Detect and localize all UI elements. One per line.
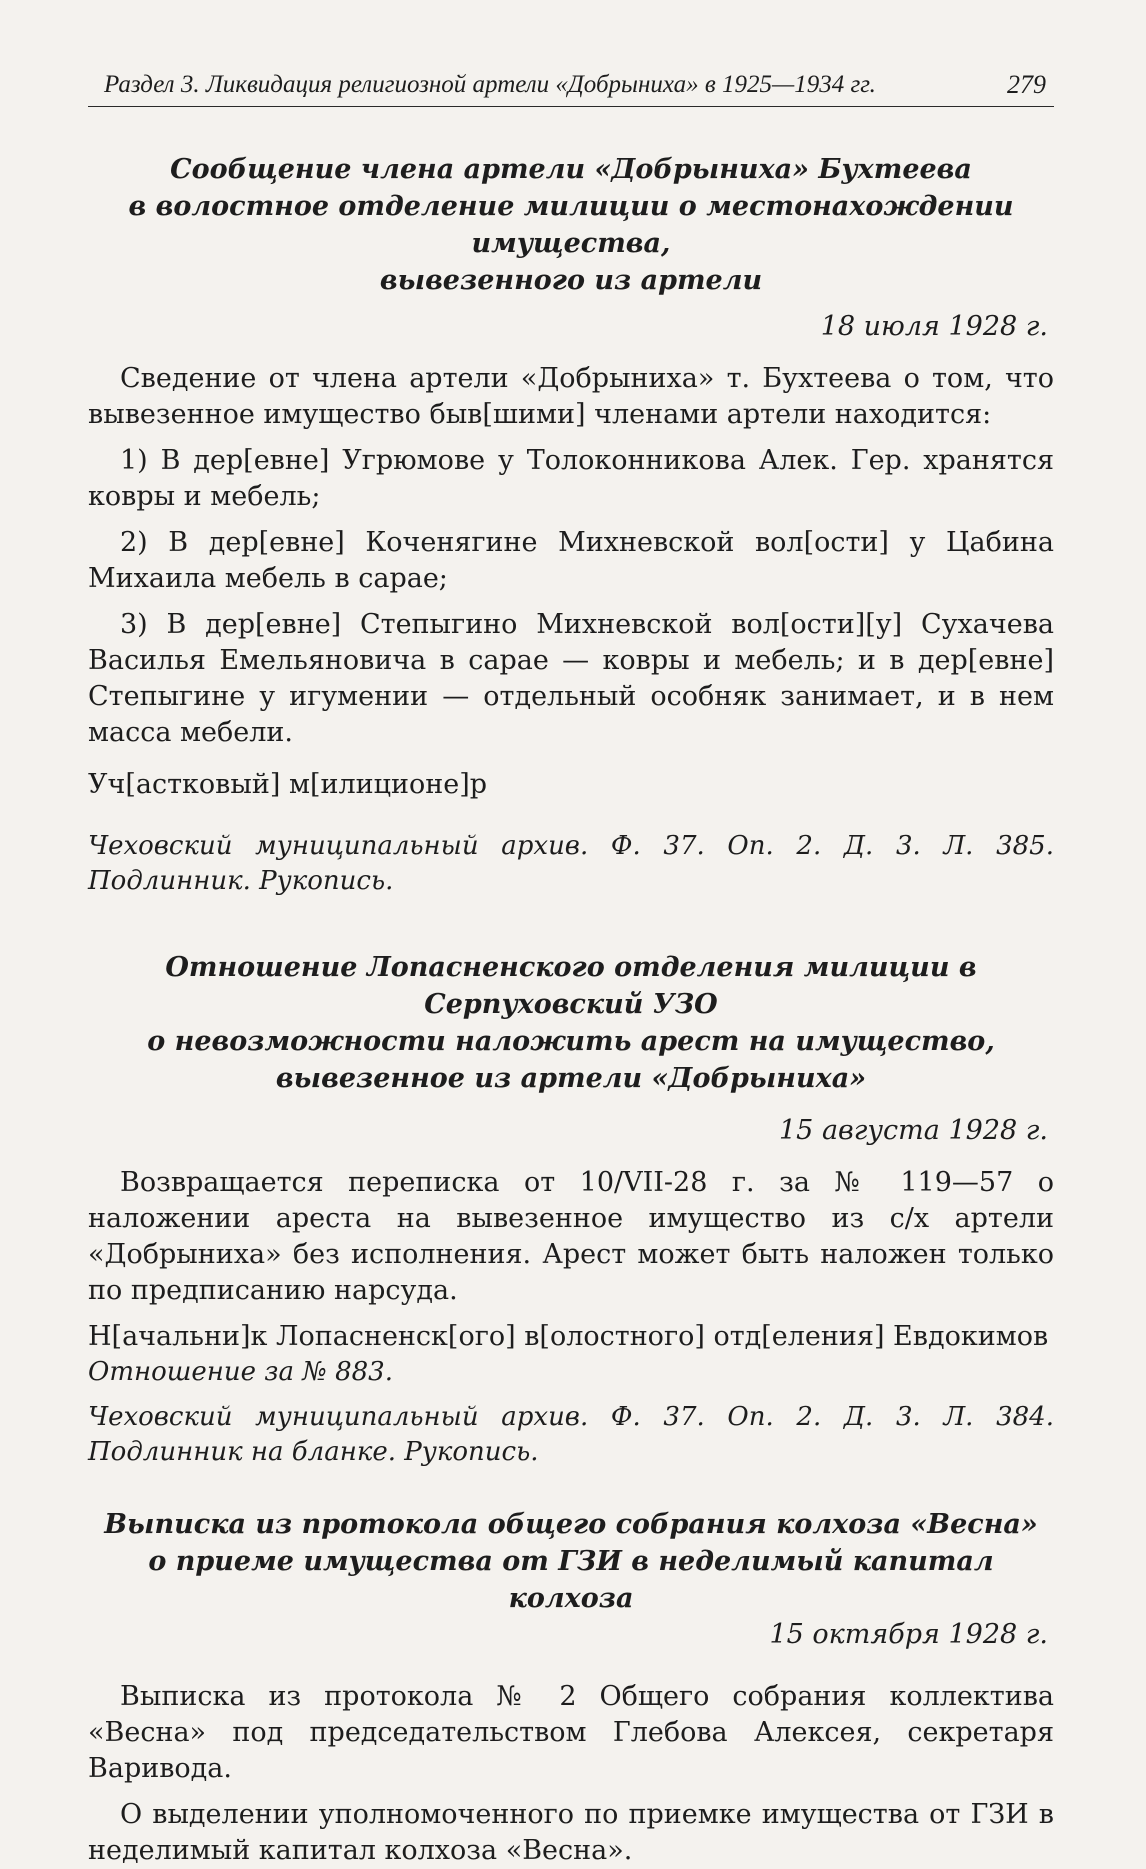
doc1-paragraph: 1) В дер[евне] Угрюмове у Толоконникова Алек. Гер. хранятся ковры и мебель; [88, 445, 1054, 512]
doc2-title-line: Отношение Лопасненского отделения милиции в Серпуховский УЗО [165, 952, 977, 1020]
doc1-title-line: Сообщение члена артели «Добрыниха» Бухтеева [170, 154, 972, 185]
doc1-title-line: в волостное отделение милиции о местонахождении имущества, [128, 191, 1014, 259]
section-title: Раздел 3. Ликвидация религиозной артели «Добрыниха» в 1925—1934 гг. [104, 71, 876, 98]
doc1-archive-source: Чеховский муниципальный архив. Ф. 37. Оп. 2. Д. 3. Л. 385. Подлинник. Рукопись. [88, 831, 1054, 896]
doc2-signature: Н[ачальни]к Лопасненск[ого] в[олостного] отд[еления] Евдокимов [88, 1321, 1049, 1352]
doc1-date: 18 июля 1928 г. [820, 311, 1048, 342]
document-1 [88, 151, 1054, 899]
doc3-title-line: Выписка из протокола общего собрания колхоза «Весна» [104, 1509, 1038, 1540]
doc2-title-line: о невозможности наложить арест на имущество, [147, 1026, 995, 1057]
doc1-signature: Уч[астковый] м[илиционе]р [88, 769, 488, 800]
document-2 [88, 949, 1054, 1470]
document-3 [88, 1506, 1054, 1869]
doc1-title [88, 151, 1054, 299]
doc2-archive-source: Чеховский муниципальный архив. Ф. 37. Оп. 2. Д. 3. Л. 384. Подлинник на бланке. Рукопись. [88, 1402, 1054, 1467]
doc3-title-line: о приеме имущества от ГЗИ в неделимый капитал колхоза [148, 1546, 994, 1614]
doc2-note: Отношение за № 883. [88, 1357, 393, 1387]
doc3-date: 15 октября 1928 г. [769, 1619, 1048, 1650]
doc3-title [88, 1506, 1054, 1617]
doc1-title-line: вывезенного из артели [379, 265, 763, 296]
doc2-title [88, 949, 1054, 1097]
doc2-date: 15 августа 1928 г. [779, 1115, 1048, 1146]
doc1-paragraph: 2) В дер[евне] Коченягине Михневской вол[ости] у Цабина Михаила мебель в сарае; [88, 527, 1054, 594]
doc2-paragraph: Возвращается переписка от 10/VII-28 г. за № 119—57 о наложении ареста на вывезенное имущество из с/х артели «Добрыниха» без исполнения. Арест может быть наложен только по предписанию нарсуда. [88, 1167, 1054, 1306]
doc1-paragraph: 3) В дер[евне] Степыгино Михневской вол[ости][у] Сухачева Василья Емельяновича в сарае — ковры и мебель; и в дер[евне] Степыгине у игумении — отдельный особняк занимает, и в нем масса мебели. [88, 609, 1054, 748]
page-number: 279 [1007, 70, 1046, 99]
running-header [88, 70, 1054, 107]
doc2-title-line: вывезенное из артели «Добрыниха» [275, 1063, 867, 1094]
doc3-paragraph: Выписка из протокола № 2 Общего собрания коллектива «Весна» под председательством Глебова Алексея, секретаря Варивода. [88, 1681, 1054, 1784]
doc3-paragraph: О выделении уполномоченного по приемке имущества от ГЗИ в неделимый капитал колхоза «Весна». [88, 1799, 1054, 1866]
document-page [88, 70, 1054, 1869]
doc1-paragraph: Сведение от члена артели «Добрыниха» т. Бухтеева о том, что вывезенное имущество быв[шими] членами артели находится: [88, 363, 1054, 430]
